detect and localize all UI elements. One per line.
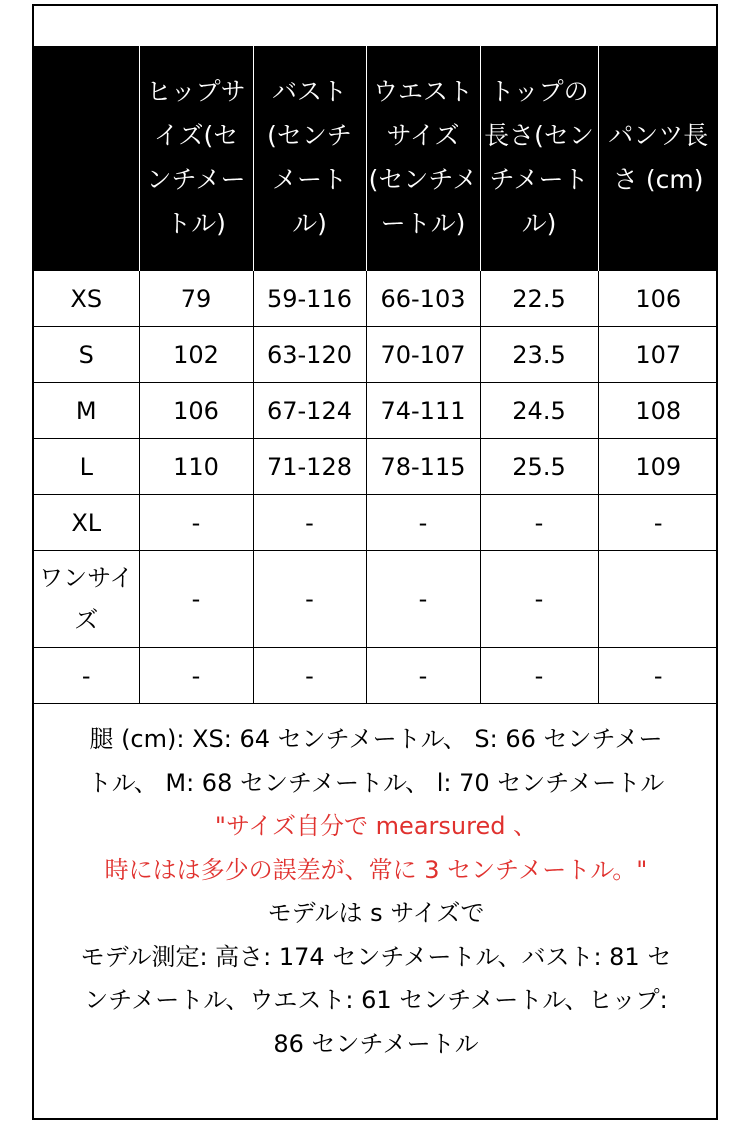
table-cell: L [34,439,139,495]
table-cell: 107 [598,327,718,383]
table-cell: XS [34,271,139,327]
table-cell: 70-107 [366,327,480,383]
table-cell: - [366,648,480,704]
table-cell: 23.5 [480,327,598,383]
table-cell: 74-111 [366,383,480,439]
header-bust: バスト(センチメートル) [253,46,366,271]
size-table [34,46,718,704]
table-row [34,495,718,551]
model-size-note: モデルは s サイズで [267,899,485,927]
table-row [34,383,718,439]
table-cell: 25.5 [480,439,598,495]
table-cell: 22.5 [480,271,598,327]
measurement-warning-line-1: "サイズ自分で mearsured 、 [214,812,538,840]
table-header-row [34,46,718,271]
table-cell: S [34,327,139,383]
table-cell: - [253,551,366,648]
table-row [34,271,718,327]
table-cell: - [598,495,718,551]
table-row [34,648,718,704]
table-cell: 109 [598,439,718,495]
thigh-note-line-1: 腿 (cm): XS: 64 センチメートル、 S: 66 センチメー [89,725,663,753]
table-cell: 66-103 [366,271,480,327]
measurement-warning-line-2: 時にはは多少の誤差が、常に 3 センチメートル。" [104,855,648,884]
table-cell: 108 [598,383,718,439]
table-cell: - [598,648,718,704]
table-cell: - [253,495,366,551]
table-cell: - [480,495,598,551]
model-measure-line-2: ンチメートル、ウエスト: 61 センチメートル、ヒップ: [84,986,668,1014]
model-measure-line-3: 86 センチメートル [273,1029,479,1058]
top-bar [34,6,716,47]
table-cell: - [480,648,598,704]
model-measure-line-1: モデル測定: 高さ: 174 センチメートル、バスト: 81 セ [80,942,672,971]
table-cell: - [480,551,598,648]
header-top-length: トップの長さ(センチメートル) [480,46,598,271]
table-cell: 71-128 [253,439,366,495]
table-cell: - [366,551,480,648]
table-cell: 63-120 [253,327,366,383]
table-cell: 78-115 [366,439,480,495]
size-chart-frame [32,4,718,1120]
table-cell: - [139,495,253,551]
table-row [34,327,718,383]
table-cell: 106 [598,271,718,327]
table-cell: - [253,648,366,704]
table-cell: 59-116 [253,271,366,327]
table-cell: - [366,495,480,551]
thigh-note-line-2: トル、 M: 68 センチメートル、 l: 70 センチメートル [87,768,665,797]
header-hip: ヒップサイズ(センチメートル) [139,46,253,271]
table-row [34,439,718,495]
header-size [34,46,139,271]
notes-block [34,718,718,1066]
table-cell-empty [598,551,718,648]
table-cell: 24.5 [480,383,598,439]
table-cell: M [34,383,139,439]
table-cell: - [139,551,253,648]
header-pants-length: パンツ長さ (cm) [598,46,718,271]
table-cell: 106 [139,383,253,439]
header-waist: ウエストサイズ (センチメートル) [366,46,480,271]
table-cell: 102 [139,327,253,383]
table-cell: 110 [139,439,253,495]
table-cell: 67-124 [253,383,366,439]
table-cell: ワンサイズ [34,551,139,648]
table-row [34,551,718,648]
table-cell: - [139,648,253,704]
table-cell: - [34,648,139,704]
table-cell: 79 [139,271,253,327]
table-cell: XL [34,495,139,551]
